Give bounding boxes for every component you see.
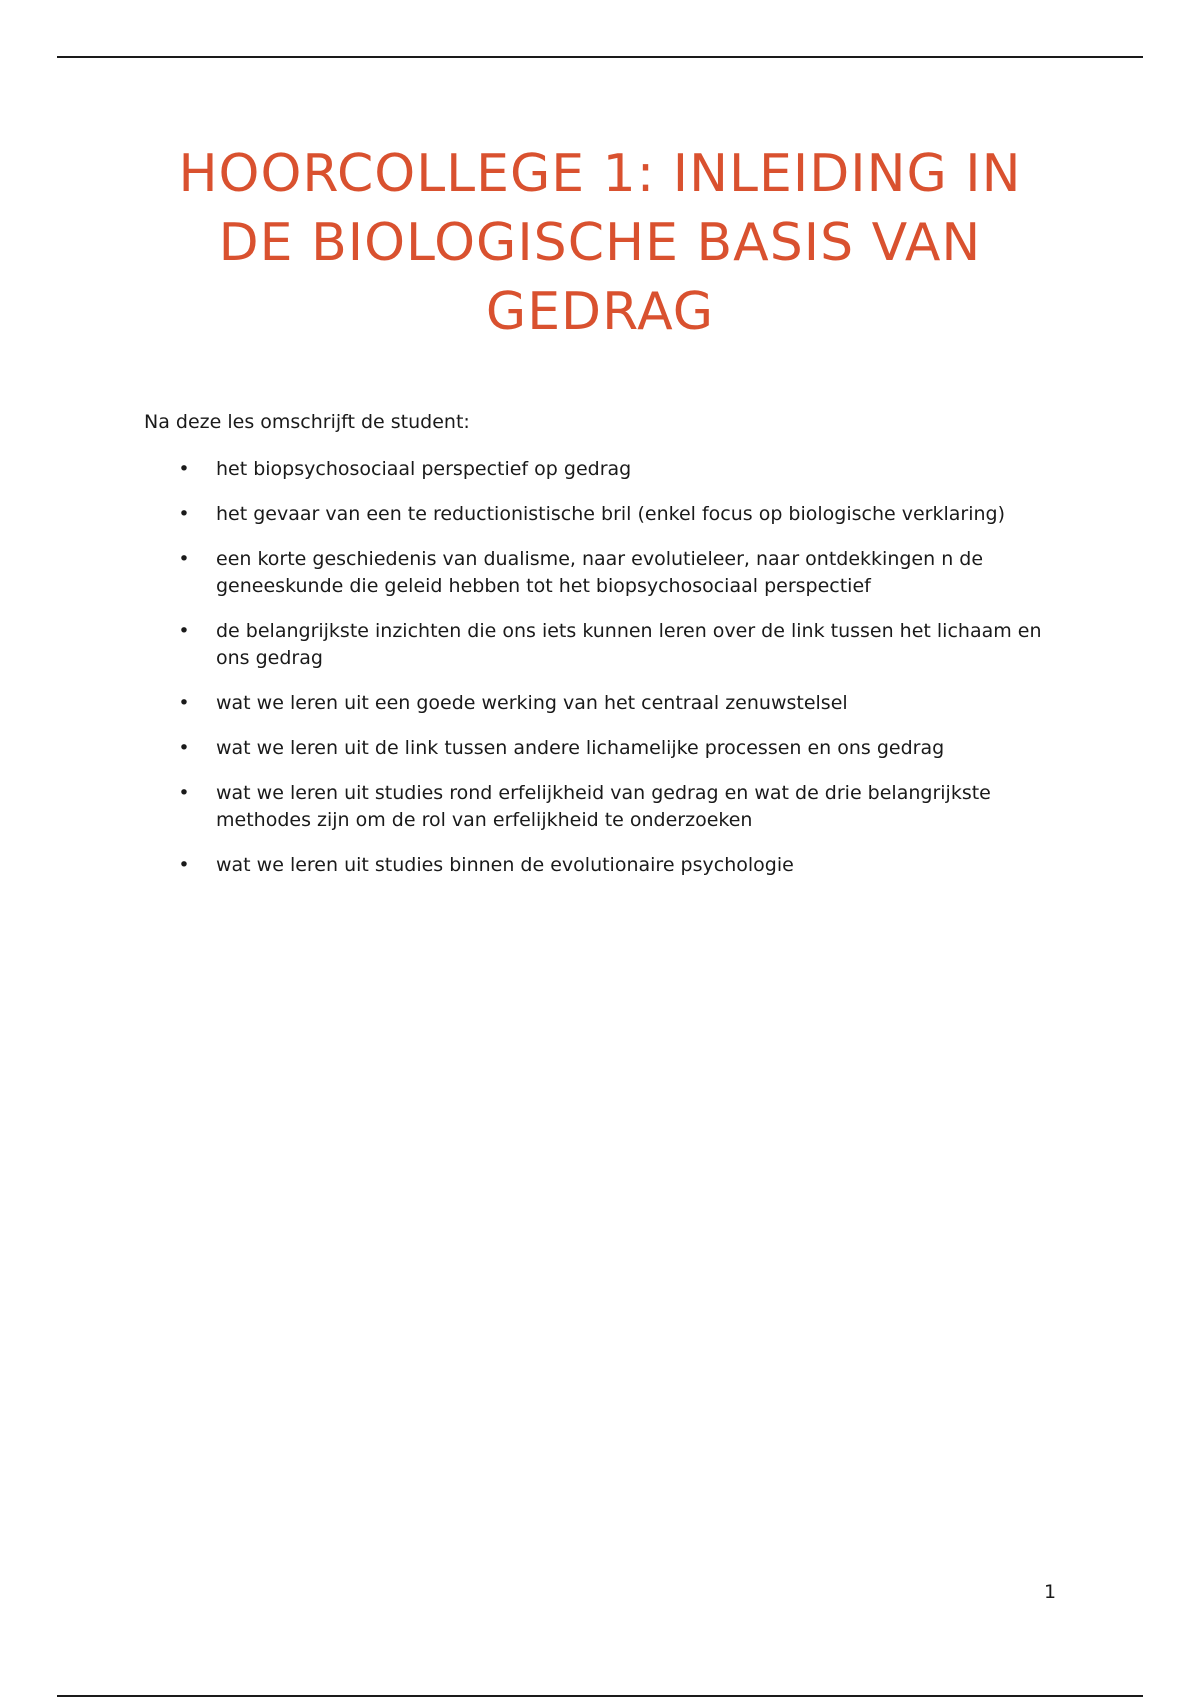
list-item-text: wat we leren uit een goede werking van het centraal zenuwstelsel	[216, 692, 848, 714]
list-item-text: het biopsychosociaal perspectief op gedrag	[216, 458, 632, 480]
list-item-text: het gevaar van een te reductionistische bril (enkel focus op biologische verklaring)	[216, 503, 1006, 525]
list-item-text: de belangrijkste inzichten die ons iets kunnen leren over de link tussen het lichaam en ons gedrag	[216, 620, 1042, 669]
bullet-icon: •	[178, 548, 190, 570]
bullet-icon: •	[178, 782, 190, 804]
bullet-icon: •	[178, 503, 190, 525]
list-item-text: wat we leren uit studies binnen de evolutionaire psychologie	[216, 854, 794, 876]
list-item	[144, 546, 1044, 600]
list-item	[144, 456, 1044, 483]
intro-text: Na deze les omschrijft de student:	[144, 411, 470, 433]
list-item	[144, 780, 1044, 834]
list-item	[144, 852, 1044, 879]
list-item	[144, 690, 1044, 717]
list-item-text: wat we leren uit de link tussen andere lichamelijke processen en ons gedrag	[216, 737, 945, 759]
list-item-text: een korte geschiedenis van dualisme, naar evolutieleer, naar ontdekkingen n de geneeskunde die geleid hebben tot het biopsychosociaal perspectief	[216, 548, 984, 597]
bullet-icon: •	[178, 737, 190, 759]
header-rule	[57, 56, 1143, 58]
document-title: HOORCOLLEGE 1: INLEIDING IN DE BIOLOGISCHE BASIS VAN GEDRAG	[178, 144, 1022, 342]
page-number: 1	[1043, 1581, 1057, 1603]
footer-rule	[57, 1695, 1143, 1697]
list-item	[144, 735, 1044, 762]
bullet-icon: •	[178, 854, 190, 876]
list-item	[144, 501, 1044, 528]
bullet-icon: •	[178, 692, 190, 714]
bullet-icon: •	[178, 620, 190, 642]
list-item-text: wat we leren uit studies rond erfelijkheid van gedrag en wat de drie belangrijkste methodes zijn om de rol van erfelijkheid te onderzoeken	[216, 782, 991, 831]
learning-objectives-list	[144, 456, 1044, 897]
list-item	[144, 618, 1044, 672]
bullet-icon: •	[178, 458, 190, 480]
